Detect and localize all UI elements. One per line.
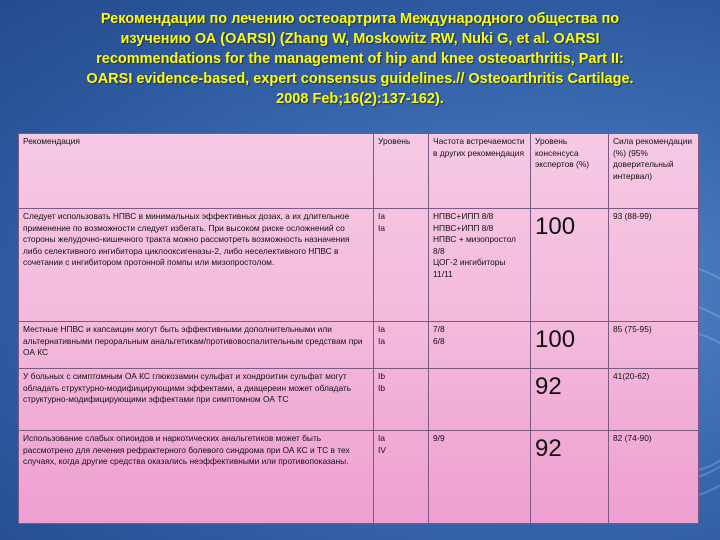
- table-header-row: [19, 134, 699, 209]
- cell-recommendation: У больных с симптомным ОА КС глюкозамин сульфат и хондроитин сульфат могут обладать структурно-модифицирующими эффектами, а диацереин может обладать структурно-модифицирующими эффектами при симптомном ОА ТС: [19, 369, 374, 431]
- header-recommendation: Рекомендация: [19, 134, 374, 209]
- table-row: [19, 322, 699, 369]
- cell-recommendation: Следует использовать НПВС в минимальных эффективных дозах, а их длительное применение по возможности следует избегать. При высоком риске осложнений со стороны желудочно-кишечного тракта можно рассмотреть возможность назначения либо селективного ингибитора циклооксигеназы-2, либо неселективного НПВС в сочетании с ингибитором протонной помпы или мизопростолом.: [19, 209, 374, 322]
- slide-title: [28, 9, 692, 109]
- cell-recommendation: Местные НПВС и капсаицин могут быть эффективными дополнительными или альтернативными пероральным анальгетикам/противовоспалительным средствам при ОА КС: [19, 322, 374, 369]
- cell-level: Ib Ib: [374, 369, 429, 431]
- cell-frequency: 7/8 6/8: [429, 322, 531, 369]
- cell-consensus: 92: [531, 369, 609, 431]
- header-strength: Сила рекомендации (%) (95% доверительный интервал): [609, 134, 699, 209]
- cell-level: Ia Ia: [374, 209, 429, 322]
- cell-level: Ia IV: [374, 431, 429, 524]
- cell-frequency: НПВС+ИПП 8/8 НПВС+ИПП 8/8 НПВС + мизопростол 8/8 ЦОГ-2 ингибиторы 11/11: [429, 209, 531, 322]
- cell-strength: 82 (74-90): [609, 431, 699, 524]
- cell-frequency: [429, 369, 531, 431]
- title-line: изучению ОА (OARSI) (Zhang W, Moskowitz RW, Nuki G, et al. OARSI: [120, 31, 600, 47]
- cell-consensus: 100: [531, 209, 609, 322]
- header-consensus: Уровень консенсуса экспертов (%): [531, 134, 609, 209]
- cell-strength: 93 (88-99): [609, 209, 699, 322]
- cell-recommendation: Использование слабых опиоидов и наркотических анальгетиков может быть рассмотрено для лечения рефрактерного болевого синдрома при ОА КС и ТС в тех случаях, когда другие средства оказались неэффективными или противопоказаны.: [19, 431, 374, 524]
- recommendations-table: [18, 133, 699, 524]
- cell-consensus: 100: [531, 322, 609, 369]
- header-frequency: Частота встречаемости в других рекомендация: [429, 134, 531, 209]
- title-line: 2008 Feb;16(2):137-162).: [276, 91, 444, 107]
- cell-frequency: 9/9: [429, 431, 531, 524]
- cell-strength: 41(20-62): [609, 369, 699, 431]
- header-level: Уровень: [374, 134, 429, 209]
- cell-level: Ia Ia: [374, 322, 429, 369]
- cell-consensus: 92: [531, 431, 609, 524]
- cell-strength: 85 (75-95): [609, 322, 699, 369]
- table-row: [19, 431, 699, 524]
- title-line: recommendations for the management of hip and knee osteoarthritis, Part II:: [96, 51, 624, 67]
- title-line: Рекомендации по лечению остеоартрита Международного общества по: [100, 11, 620, 27]
- table-row: [19, 369, 699, 431]
- table-row: [19, 209, 699, 322]
- title-line: OARSI evidence-based, expert consensus guidelines.// Osteoarthritis Cartilage.: [86, 71, 634, 87]
